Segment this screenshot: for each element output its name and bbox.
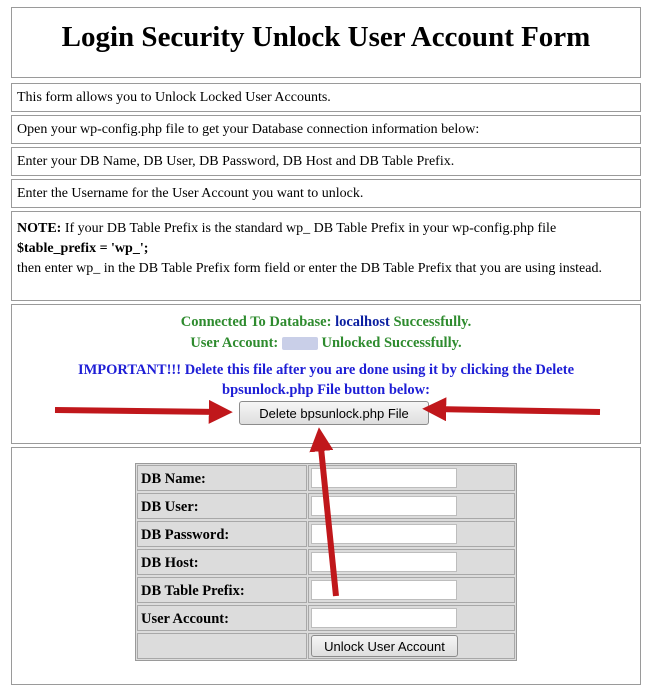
db-connected-status: Connected To Database: localhost Successfully. bbox=[180, 314, 472, 330]
form-field-row bbox=[136, 520, 516, 548]
db-password-input[interactable] bbox=[311, 524, 457, 544]
unlock-form-table bbox=[135, 463, 517, 661]
note-label: NOTE: bbox=[17, 221, 62, 236]
db-host-input[interactable] bbox=[311, 552, 457, 572]
db-host-value: localhost bbox=[335, 314, 390, 330]
unlock-user-account-button[interactable]: Unlock User Account bbox=[311, 635, 458, 657]
user-account-label: User Account: bbox=[137, 605, 307, 631]
intro-text: This form allows you to Unlock Locked User Accounts. bbox=[17, 90, 331, 105]
intro-row-1 bbox=[11, 83, 641, 112]
user-account-input[interactable] bbox=[311, 608, 457, 628]
db-host-label: DB Host: bbox=[137, 549, 307, 575]
db-name-label: DB Name: bbox=[137, 465, 307, 491]
intro-text: Open your wp-config.php file to get your Database connection information below: bbox=[17, 122, 480, 137]
intro-row-2 bbox=[11, 115, 641, 144]
delete-file-button[interactable]: Delete bpsunlock.php File bbox=[239, 401, 429, 425]
form-field-row bbox=[136, 576, 516, 604]
note-row bbox=[11, 211, 641, 301]
status-row bbox=[11, 304, 641, 444]
account-unlocked-status: User Account: Unlocked Successfully. bbox=[190, 335, 462, 351]
form-field-row bbox=[136, 604, 516, 632]
form-field-row bbox=[136, 464, 516, 492]
page-title: Login Security Unlock User Account Form bbox=[61, 21, 591, 53]
empty-cell bbox=[137, 633, 307, 659]
intro-row-4 bbox=[11, 179, 641, 208]
form-submit-row bbox=[136, 632, 516, 660]
important-warning: IMPORTANT!!! Delete this file after you are done using it by clicking the Delete bpsunlock.php File button below: bbox=[77, 362, 575, 398]
db-password-label: DB Password: bbox=[137, 521, 307, 547]
intro-row-3 bbox=[11, 147, 641, 176]
note-text: If your DB Table Prefix is the standard wp_ DB Table Prefix in your wp-config.php file bbox=[61, 221, 557, 236]
intro-text: Enter the Username for the User Account you want to unlock. bbox=[17, 186, 364, 201]
db-table-prefix-label: DB Table Prefix: bbox=[137, 577, 307, 603]
form-field-row bbox=[136, 492, 516, 520]
form-field-row bbox=[136, 548, 516, 576]
note-code: $table_prefix = 'wp_'; bbox=[17, 241, 149, 256]
redacted-username bbox=[282, 337, 318, 350]
db-user-input[interactable] bbox=[311, 496, 457, 516]
form-row bbox=[11, 447, 641, 685]
db-name-input[interactable] bbox=[311, 468, 457, 488]
note-text-2: then enter wp_ in the DB Table Prefix form field or enter the DB Table Prefix that you are using instead. bbox=[17, 261, 602, 276]
intro-text: Enter your DB Name, DB User, DB Password, DB Host and DB Table Prefix. bbox=[17, 154, 455, 169]
note-block bbox=[12, 212, 640, 279]
db-table-prefix-input[interactable] bbox=[311, 580, 457, 600]
title-row bbox=[11, 7, 641, 78]
db-user-label: DB User: bbox=[137, 493, 307, 519]
